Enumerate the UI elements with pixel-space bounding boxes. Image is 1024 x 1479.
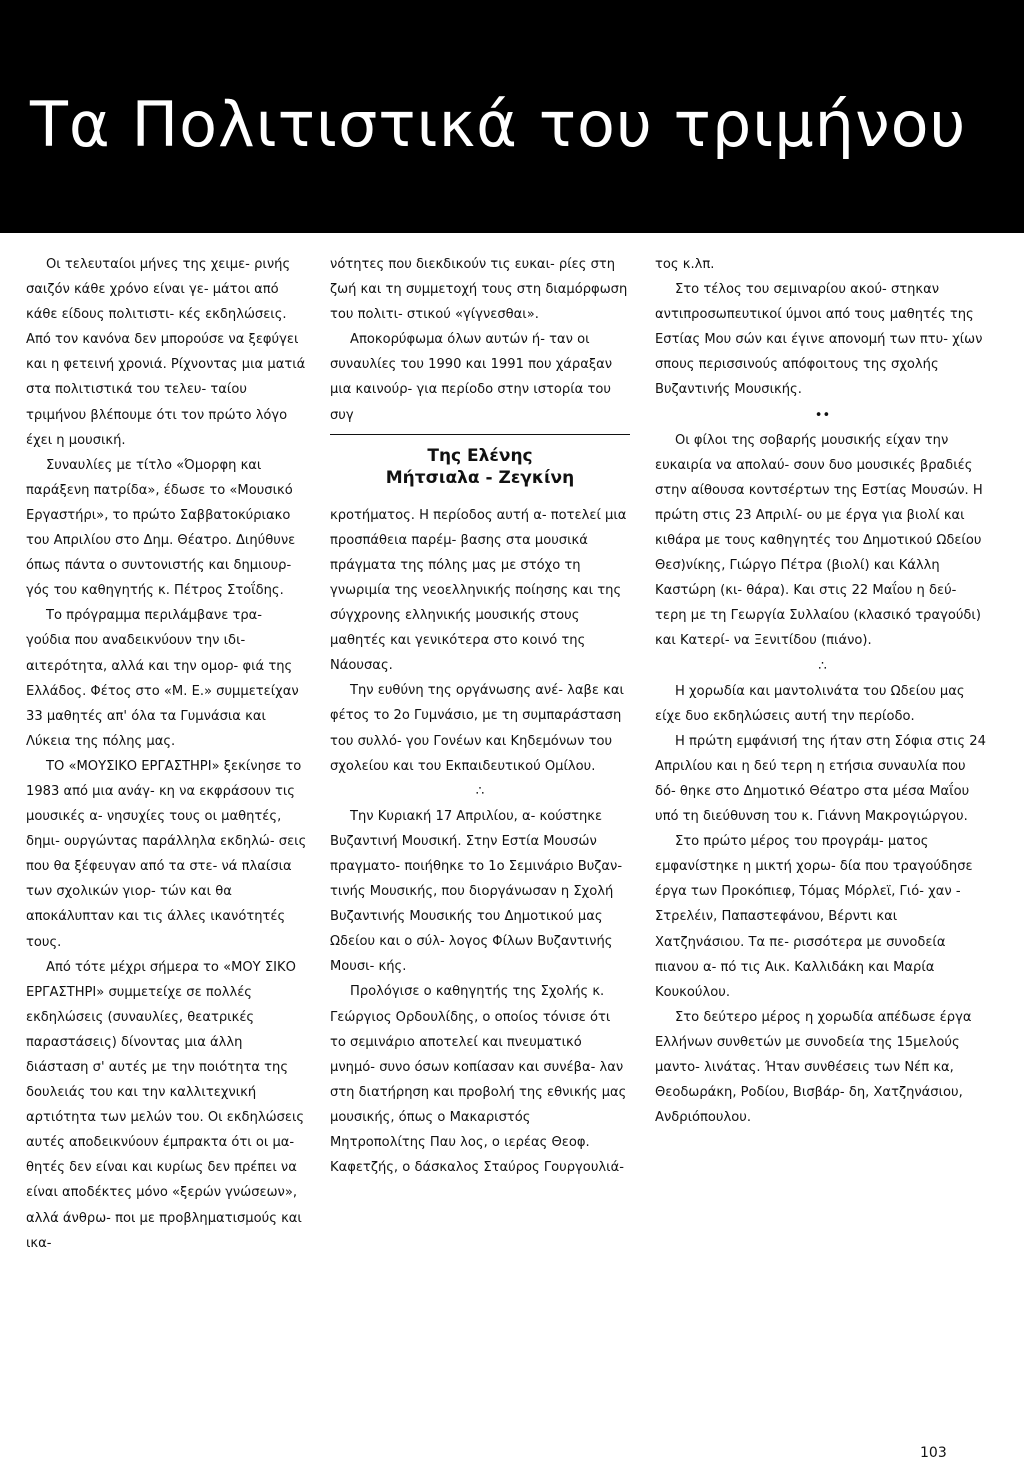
section-divider: ∴ bbox=[475, 783, 485, 799]
paragraph: Στο πρώτο μέρος του προγράμ- ματος εμφανίστηκε η μικτή χορω- δία που τραγούδησε έργα των Προκόπιεφ, Τόμας Μόρλεϊ, Γιό- χαν - Στρελέιν, Παπαστεφάνου, Βέρντι και Χατζηνάσιου. Τα πε- ρισσότερα με συνοδεία πιανου α- πό τις Αικ. Καλλιδάκη και Μαρία Κουκούλου. bbox=[655, 834, 973, 1000]
paragraph: Οι φίλοι της σοβαρής μουσικής είχαν την ευκαιρία να απολαύ- σουν δυο μουσικές βραδιές στην αίθουσα κοντσέρτων της Εστίας Μουσών. Η πρώτη στις 23 Απριλί- ου με έργα για βιολί και κιθάρα με τους καθηγητές του Δημοτικού Ωδείου Θεσ)νίκης, Γιώργο Πέτρα (βιολί) και Κάλλη Καστώρη (κι- θάρα). Και στις 22 Μαΐου η δεύ- τερη με τη Γεωργία Συλλαίου (κλασικό τραγούδι) και Κατερί- να Ξενιτίδου (πιάνο). bbox=[655, 432, 983, 649]
byline-line: Μήτσιαλα - Ζεγκίνη bbox=[385, 467, 575, 488]
paragraph: Η πρώτη εμφάνισή της ήταν στη Σόφια στις 24 Απριλίου και η δεύ τερη η ετήσια συναυλία που δό- θηκε στο Δημοτικό Θέατρο στα μέσα Μαΐου υπό τη διεύθυνση του κ. Γιάννη Μακρογιώργου. bbox=[655, 733, 986, 825]
section-divider: •• bbox=[814, 407, 831, 423]
paragraph: Την Κυριακή 17 Απριλίου, α- κούστηκε Βυζαντινή Μουσική. Στην Εστία Μουσών πραγματο- ποιήθηκε το 1ο Σεμινάριο Βυζαν- τινής Μουσικής, που διοργάνωσαν η Σχολή Βυζαντινής Μουσικής του Δημοτικού μας Ωδείου και ο σύλ- λογος Φίλων Βυζαντινής Μουσι- κής. bbox=[330, 808, 623, 975]
paragraph: νότητες που διεκδικούν τις ευκαι- ρίες στη ζωή και τη συμμετοχή τους στη διαμόρφωση του πολιτι- στικού «γίγνεσθαι». bbox=[330, 257, 628, 323]
paragraph: κροτήματος. Η περίοδος αυτή α- ποτελεί μια προσπάθεια παρέμ- βασης στα μουσικά πράγματα της πόλης μας με στόχο τη γνωριμία της νεοελληνικής ποίησης και της σύγχρονης ελληνικής μουσικής στους μαθητές και γενικότερα στο κοινό της Νάουσας. bbox=[330, 507, 627, 674]
paragraph: Προλόγισε ο καθηγητής της Σχολής κ. Γεώργιος Ορδουλίδης, ο οποίος τόνισε ότι το σεμινάριο αποτελεί και πνευματικό μνημό- συνο όσων κοπίασαν και συνέβα- λαν στη διατήρηση και προβολή της εθνικής μας μουσικής, όπως ο Μακαριστός Μητροπολίτης Παυ λος, ο ιερέας Θεοφ. Καφετζής, ο δάσκαλος Σταύρος Γουργουλιά- bbox=[330, 984, 627, 1176]
paragraph: τος κ.λπ. bbox=[655, 257, 715, 272]
paragraph: Στο δεύτερο μέρος η χορωδία απέδωσε έργα Ελλήνων συνθετών με συνοδεία της 15μελούς μαντο- λινάτας. Ήταν συνθέσεις των Νέπ κα, Θεοδωράκη, Ροδίου, Βισβάρ- δη, Χατζηνάσιου, Ανδριόπουλου. bbox=[655, 1009, 972, 1126]
article-title: Τα Πολιτιστικά του τριμήνου bbox=[30, 88, 967, 161]
paragraph: Το πρόγραμμα περιλάμβανε τρα- γούδια που αναδεικνύουν την ιδι- αιτερότητα, αλλά και την ομορ- φιά της Ελλάδος. Φέτος στο «Μ. Ε.» συμμετείχαν 33 μαθητές απ' όλα τα Γυμνάσια και Λύκεια της πόλης μας. bbox=[26, 608, 299, 749]
paragraph: Συναυλίες με τίτλο «Όμορφη και παράξενη πατρίδα», έδωσε το «Μουσικό Εργαστήρι», το πρώτο Σαββατοκύριακο του Απριλίου στο Δημ. Θέατρο. Διηύθυνε όπως πάντα ο συντονιστής και δημιουρ- γός του καθηγητής κ. Πέτρος Στοΐδης. bbox=[26, 457, 296, 599]
paragraph: Αποκορύφωμα όλων αυτών ή- ταν οι συναυλίες του 1990 και 1991 που χάραξαν μια καινούρ- για περίοδο στην ιστορία του συγ bbox=[330, 332, 613, 423]
section-divider: ∴ bbox=[818, 658, 827, 674]
paragraph: ΤΟ «ΜΟΥΣΙΚΟ ΕΡΓΑΣΤΗΡΙ» ξεκίνησε το 1983 από μια ανάγ- κη να εκφράσουν τις μουσικές α- νησυχίες τους οι μαθητές, δημι- ουργώντας παράλληλα εκδηλώ- σεις που θα ξέφευγαν από τα στε- νά πλαίσια των σχολικών γιορ- τών και θα αποκάλυπταν και τις άλλες ικανότητές τους. bbox=[26, 758, 307, 950]
page-number: 103 bbox=[920, 1445, 947, 1461]
text-column-2 bbox=[330, 252, 630, 1180]
paragraph: Στο τέλος του σεμιναρίου ακού- στηκαν αντιπροσωπευτικοί ύμνοι από τους μαθητές της Εστίας Μου σών και έγινε απονομή των πτυ- χίων σπους περισσινούς απόφοιτους της σχολής Βυζαντινής Μουσικής. bbox=[655, 282, 983, 398]
paragraph: Από τότε μέχρι σήμερα το «ΜΟΥ ΣΙΚΟ ΕΡΓΑΣΤΗΡΙ» συμμετείχε σε πολλές εκδηλώσεις (συναυλίες, θεατρικές παραστάσεις) δίνοντας μια άλλη διάσταση σ' αυτές με την ποιότητα της δουλειάς του και την καλλιτεχνική αρτιότητα των μελών του. Οι εκδηλώσεις αυτές αποδεικνύουν έμπρακτα ότι οι μα- θητές δεν είναι και κυρίως δεν πρέπει να είναι αποδέκτες μόνο «ξερών γνώσεων», αλλά άνθρω- ποι με προβληματισμούς και ικα- bbox=[26, 959, 305, 1251]
text-column-3 bbox=[655, 252, 990, 1130]
author-byline bbox=[330, 434, 630, 489]
text-column-1 bbox=[26, 252, 309, 1256]
byline-line: Της Ελένης bbox=[427, 445, 533, 466]
paragraph: Οι τελευταίοι μήνες της χειμε- ρινής σαιζόν κάθε χρόνο είναι γε- μάτοι από κάθε είδους πολιτιστι- κές εκδηλώσεις. Από τον κανόνα δεν μπορούσε να ξεφύγει και η φετεινή χρονιά. Ρίχνοντας μια ματιά στα πολιτιστικά του τελευ- ταίου τριμήνου βλέπουμε ότι τον πρώτο λόγο έχει η μουσική. bbox=[26, 257, 306, 448]
paragraph: Η χορωδία και μαντολινάτα του Ωδείου μας είχε δυο εκδηλώσεις αυτή την περίοδο. bbox=[655, 683, 965, 724]
paragraph: Την ευθύνη της οργάνωσης ανέ- λαβε και φέτος το 2ο Γυμνάσιο, με τη συμπαράσταση του συλλό- γου Γονέων και Κηδεμόνων του σχολείου και του Εκπαιδευτικού Ομίλου. bbox=[330, 683, 624, 774]
